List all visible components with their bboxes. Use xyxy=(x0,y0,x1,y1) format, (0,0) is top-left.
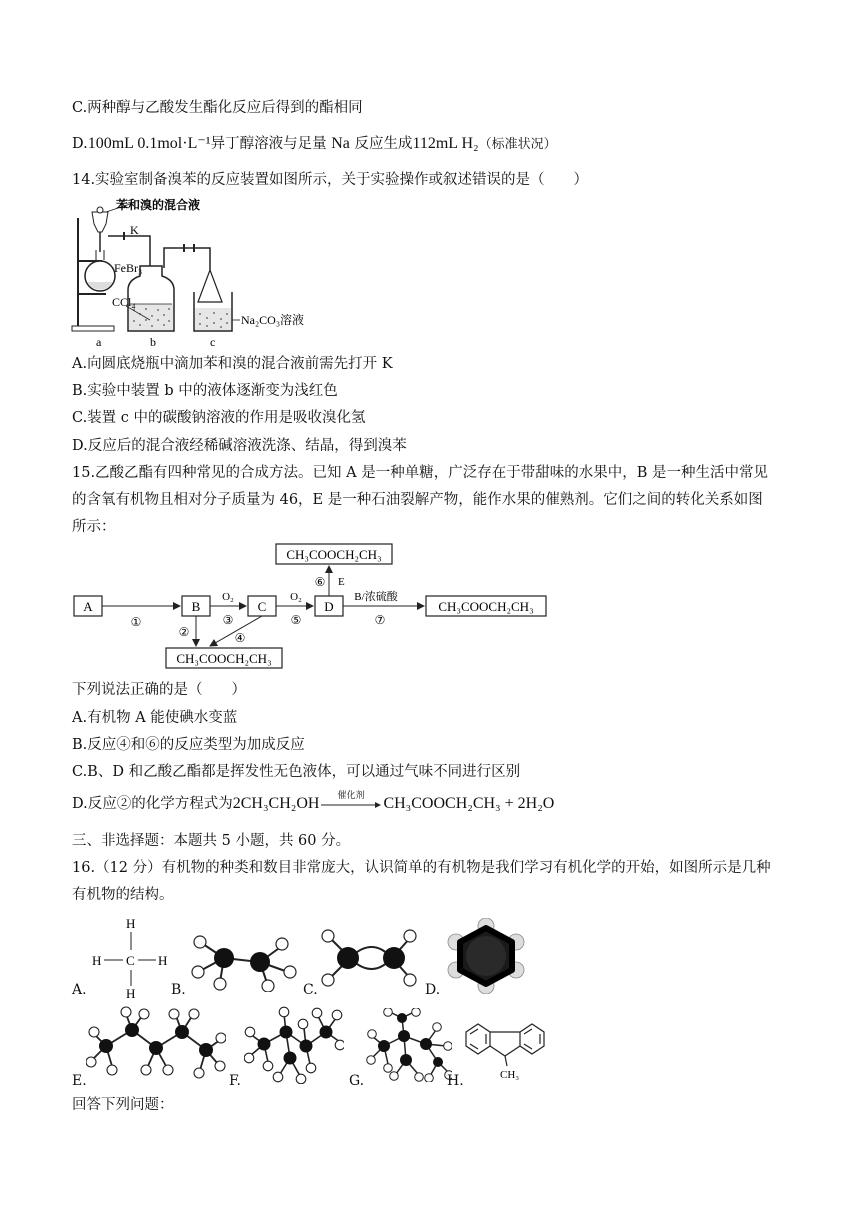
ethylene-model xyxy=(318,926,422,992)
svg-text:⑤: ⑤ xyxy=(290,613,302,627)
q16-line2: 有机物的结构。 xyxy=(72,887,174,903)
svg-text:O₂: O₂ xyxy=(290,591,302,603)
ethyl-acetate-synthesis-scheme xyxy=(70,538,560,672)
svg-text:CH₃: CH₃ xyxy=(500,1069,520,1081)
structure-label-a: A. xyxy=(72,982,87,998)
label-febr3: FeBr₃ xyxy=(114,261,143,275)
methane-structure xyxy=(88,912,174,1000)
svg-text:H: H xyxy=(158,953,168,968)
svg-text:O₂: O₂ xyxy=(222,591,234,603)
structure-label-b: B. xyxy=(171,982,186,998)
q16-line1: 16.（12 分）有机物的种类和数目非常庞大，认识简单的有机物是我们学习有机化学的开始，如图所示是几种 xyxy=(72,860,771,876)
structure-label-g: G. xyxy=(349,1073,365,1089)
label-na2co3: Na₂CO₃溶液 xyxy=(241,313,305,327)
svg-text:B: B xyxy=(191,599,201,614)
structure-label-c: C. xyxy=(303,982,318,998)
bromobenzene-apparatus-figure xyxy=(70,196,330,348)
q16-answer-prompt: 回答下列问题： xyxy=(72,1097,174,1113)
label-ccl4: CCl₄ xyxy=(112,295,136,309)
alkane-model-e xyxy=(86,1006,226,1080)
svg-text:C: C xyxy=(257,599,267,614)
q15-option-d: D.反应②的化学方程式为2CH₃CH₂OH 催化剂 CH₃COOCH₂CH₃ + 2H₂O xyxy=(72,791,555,812)
svg-text:A: A xyxy=(83,599,93,614)
svg-text:③: ③ xyxy=(222,613,234,627)
svg-text:⑦: ⑦ xyxy=(374,613,386,627)
label-k: K xyxy=(130,223,139,237)
q14-option-b: B.实验中装置 b 中的液体逐渐变为浅红色 xyxy=(72,383,338,399)
q15-option-b: B.反应④和⑥的反应类型为加成反应 xyxy=(72,737,305,753)
label-c: c xyxy=(210,335,216,348)
label-b: b xyxy=(150,335,156,348)
q15-option-c: C.B、D 和乙酸乙酯都是挥发性无色液体，可以通过气味不同进行区别 xyxy=(72,764,521,780)
q15-prompt: 下列说法正确的是（ ） xyxy=(72,682,246,698)
q15-stem-line2: 的含氧有机物且相对分子质量为 46，E 是一种石油裂解产物，能作水果的催熟剂。它们之间的转化关系如图 xyxy=(72,492,763,508)
structure-label-e: E. xyxy=(72,1073,87,1089)
alkane-model-f xyxy=(244,1006,344,1084)
structure-label-h: H. xyxy=(447,1073,464,1089)
q15-stem-line3: 所示： xyxy=(72,519,116,535)
structure-label-f: F. xyxy=(229,1073,241,1089)
svg-text:CH₃COOCH₂CH₃: CH₃COOCH₂CH₃ xyxy=(286,547,382,562)
svg-text:H: H xyxy=(92,953,102,968)
svg-text:CH₃COOCH₂CH₃: CH₃COOCH₂CH₃ xyxy=(438,599,534,614)
svg-text:①: ① xyxy=(130,615,142,629)
svg-text:E: E xyxy=(338,576,345,588)
q14-option-c: C.装置 c 中的碳酸钠溶液的作用是吸收溴化氢 xyxy=(72,410,366,426)
svg-text:④: ④ xyxy=(234,631,246,645)
svg-text:⑥: ⑥ xyxy=(314,575,326,589)
methylfluorene-structure xyxy=(462,1018,552,1082)
ethane-model xyxy=(186,928,302,992)
benzene-space-filling-model xyxy=(446,918,526,994)
label-mixture: 苯和溴的混合液 xyxy=(116,198,201,212)
q13-option-c: C.两种醇与乙酸发生酯化反应后得到的酯相同 xyxy=(72,100,363,116)
q14-option-d: D.反应后的混合液经稀碱溶液洗涤、结晶，得到溴苯 xyxy=(72,438,407,454)
svg-text:C: C xyxy=(126,953,135,968)
q14-option-a: A.向圆底烧瓶中滴加苯和溴的混合液前需先打开 K xyxy=(72,356,393,372)
svg-text:H: H xyxy=(126,916,136,931)
alkane-model-g xyxy=(366,1008,452,1082)
label-a: a xyxy=(96,335,102,348)
svg-text:②: ② xyxy=(178,625,190,639)
q15-option-a: A.有机物 A 能使碘水变蓝 xyxy=(72,710,238,726)
svg-text:CH₃COOCH₂CH₃: CH₃COOCH₂CH₃ xyxy=(176,651,272,666)
q13-option-d: D.100mL 0.1mol·L⁻¹异丁醇溶液与足量 Na 反应生成112mL H₂（标准状况） xyxy=(72,135,557,152)
svg-text:D: D xyxy=(324,599,334,614)
q14-stem: 14.实验室制备溴苯的反应装置如图所示，关于实验操作或叙述错误的是（ ） xyxy=(72,172,589,188)
svg-text:H: H xyxy=(126,986,136,1000)
section3-heading: 三、非选择题：本题共 5 小题，共 60 分。 xyxy=(72,833,351,849)
svg-text:B/浓硫酸: B/浓硫酸 xyxy=(354,591,398,603)
q15-stem-line1: 15.乙酸乙酯有四种常见的合成方法。已知 A 是一种单糖，广泛存在于带甜味的水果中，B 是一种生活中常见 xyxy=(72,465,769,481)
structure-label-d: D. xyxy=(425,982,441,998)
